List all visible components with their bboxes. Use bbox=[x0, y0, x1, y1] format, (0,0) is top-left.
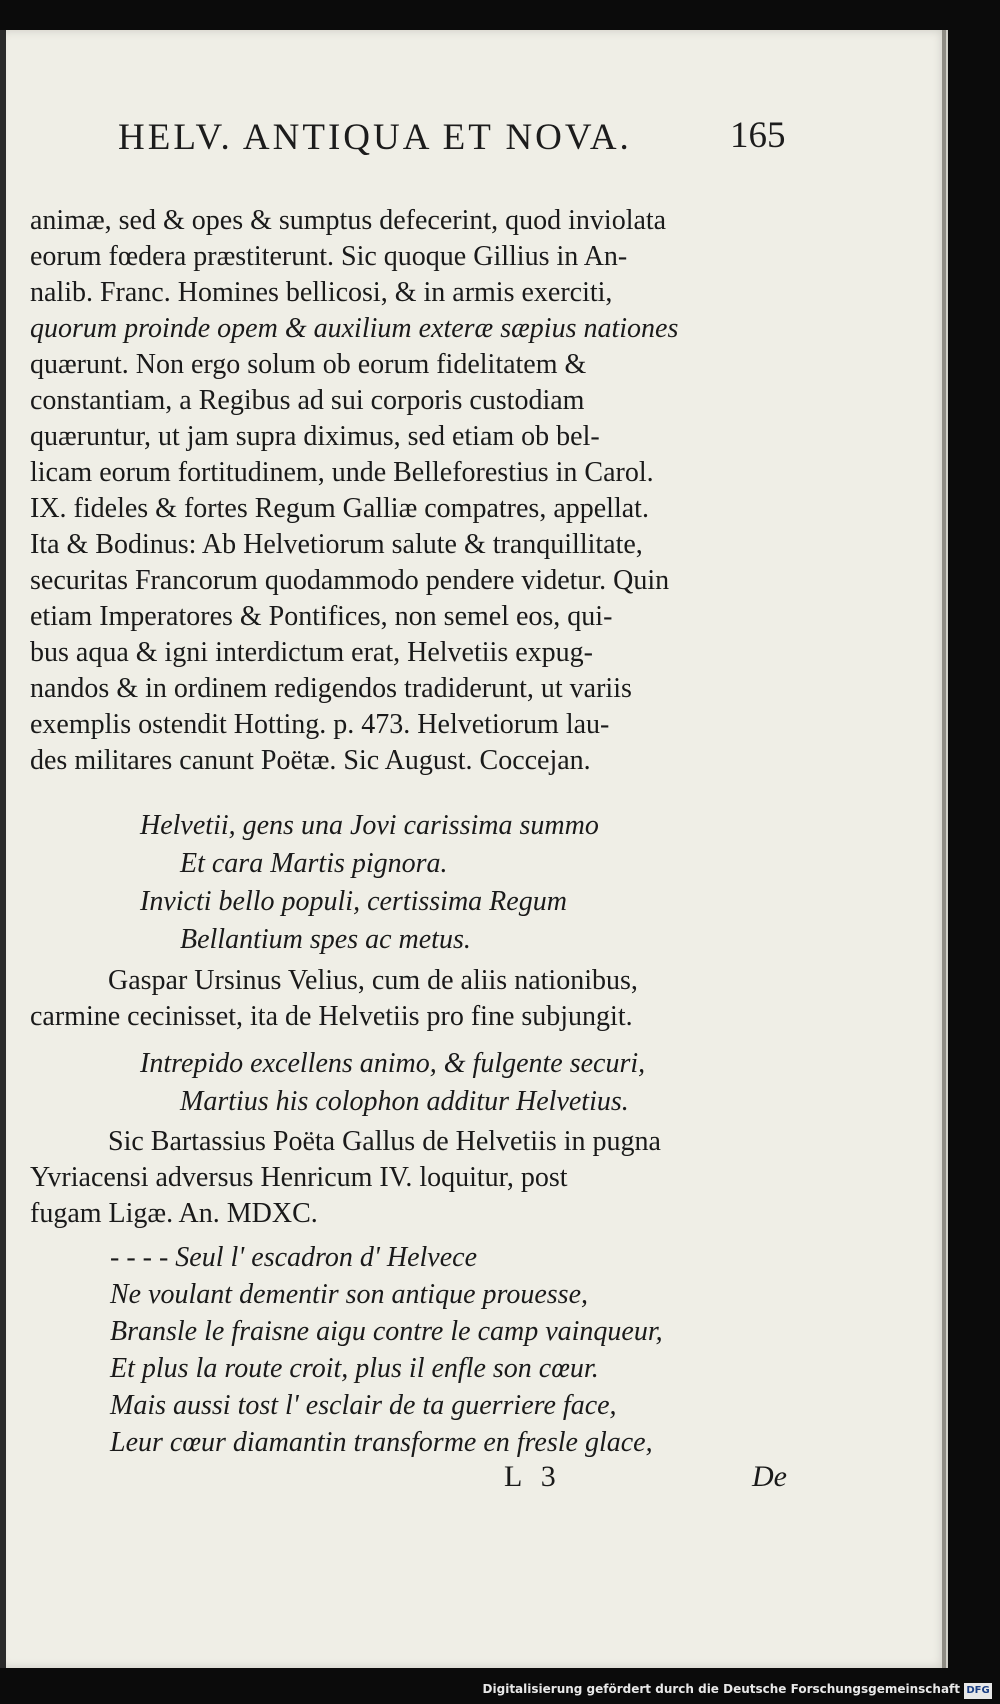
text-line: securitas Francorum quodammodo pendere videtur. Quin bbox=[30, 565, 670, 596]
dfg-logo: DFG bbox=[964, 1683, 992, 1699]
verse-line: Mais aussi tost l' esclair de ta guerriere face, bbox=[110, 1390, 617, 1421]
book-page bbox=[0, 30, 948, 1668]
text-line: quorum proinde opem & auxilium exteræ sæpius nationes bbox=[30, 313, 679, 344]
verse-line: Intrepido excellens animo, & fulgente securi, bbox=[140, 1048, 646, 1079]
verse-line: Invicti bello populi, certissima Regum bbox=[140, 886, 567, 917]
page-edge bbox=[942, 30, 946, 1668]
text-line: constantiam, a Regibus ad sui corporis custodiam bbox=[30, 385, 585, 416]
text-line: quærunt. Non ergo solum ob eorum fidelitatem & bbox=[30, 349, 587, 380]
signature-mark: L 3 bbox=[504, 1460, 562, 1493]
text-line: fugam Ligæ. An. MDXC. bbox=[30, 1198, 318, 1229]
text-line: quæruntur, ut jam supra diximus, sed etiam ob bel- bbox=[30, 421, 600, 452]
text-line: eorum fœdera præstiterunt. Sic quoque Gillius in An- bbox=[30, 241, 628, 272]
text-line: des militares canunt Poëtæ. Sic August. Coccejan. bbox=[30, 745, 591, 776]
digitization-credit: Digitalisierung gefördert durch die Deutsche Forschungsgemeinschaft bbox=[482, 1682, 960, 1696]
verse-line: Helvetii, gens una Jovi carissima summo bbox=[140, 810, 599, 841]
verse-line: Bransle le fraisne aigu contre le camp vainqueur, bbox=[110, 1316, 663, 1347]
verse-line: Ne voulant dementir son antique prouesse, bbox=[110, 1279, 589, 1310]
page-number: 165 bbox=[730, 115, 786, 156]
text-line: etiam Imperatores & Pontifices, non semel eos, qui- bbox=[30, 601, 613, 632]
running-head: HELV. ANTIQUA ET NOVA. bbox=[118, 117, 632, 158]
verse-line: - - - - Seul l' escadron d' Helvece bbox=[110, 1242, 478, 1273]
verse-line: Bellantium spes ac metus. bbox=[180, 924, 471, 955]
text-line: Yvriacensi adversus Henricum IV. loquitur, post bbox=[30, 1162, 568, 1193]
text-line: licam eorum fortitudinem, unde Belleforestius in Carol. bbox=[30, 457, 654, 488]
verse-line: Leur cœur diamantin transforme en fresle glace, bbox=[110, 1427, 653, 1458]
text-line: nalib. Franc. Homines bellicosi, & in armis exerciti, bbox=[30, 277, 613, 308]
text-line: Sic Bartassius Poëta Gallus de Helvetiis in pugna bbox=[108, 1126, 661, 1157]
text-line: bus aqua & igni interdictum erat, Helvetiis expug- bbox=[30, 637, 593, 668]
text-line: Gaspar Ursinus Velius, cum de aliis nationibus, bbox=[108, 965, 638, 996]
catchword: De bbox=[752, 1460, 787, 1493]
text-line: carmine cecinisset, ita de Helvetiis pro fine subjungit. bbox=[30, 1001, 633, 1032]
verse-line: Martius his colophon additur Helvetius. bbox=[180, 1086, 629, 1117]
verse-line: Et plus la route croit, plus il enfle son cœur. bbox=[110, 1353, 599, 1384]
text-line: Ita & Bodinus: Ab Helvetiorum salute & tranquillitate, bbox=[30, 529, 643, 560]
verse-line: Et cara Martis pignora. bbox=[180, 848, 448, 879]
text-line: animæ, sed & opes & sumptus defecerint, quod inviolata bbox=[30, 205, 667, 236]
text-line: IX. fideles & fortes Regum Galliæ compatres, appellat. bbox=[30, 493, 649, 524]
text-line: nandos & in ordinem redigendos tradiderunt, ut variis bbox=[30, 673, 632, 704]
text-line: exemplis ostendit Hotting. p. 473. Helvetiorum lau- bbox=[30, 709, 610, 740]
